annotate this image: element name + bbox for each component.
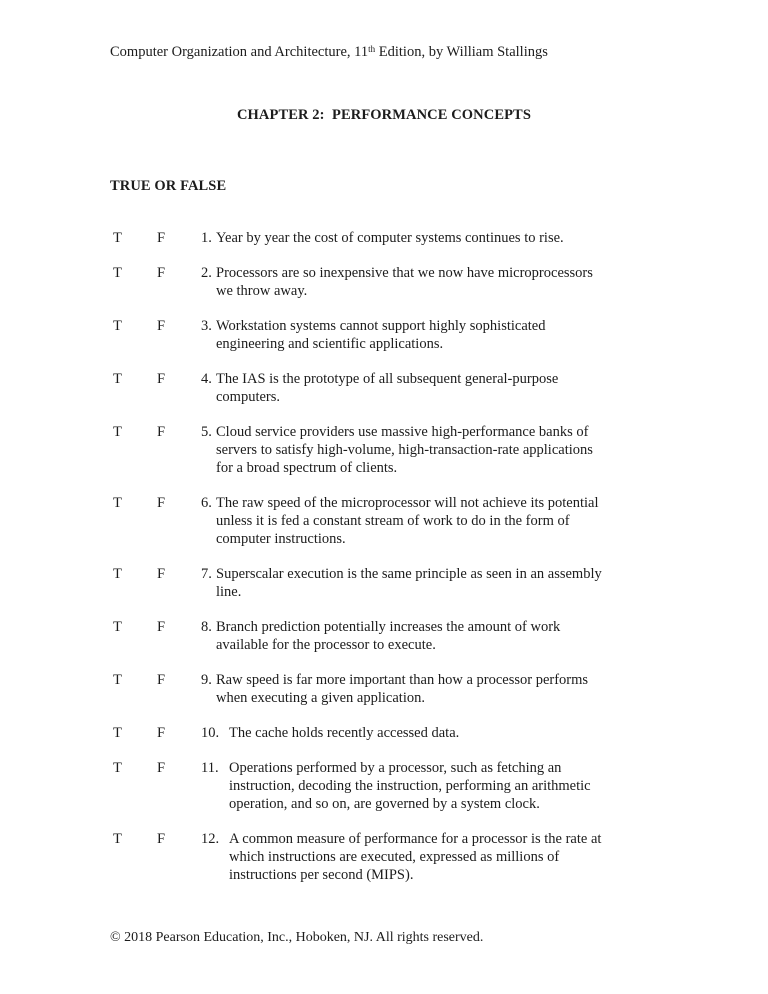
false-option-label: F xyxy=(157,371,166,387)
false-option-label: F xyxy=(157,566,166,582)
question-number: 3. xyxy=(201,318,212,334)
true-option-label: T xyxy=(113,725,122,741)
question-number: 4. xyxy=(201,371,212,387)
question-line: instructions per second (MIPS). xyxy=(229,867,414,883)
question-row xyxy=(113,229,748,247)
true-option-label: T xyxy=(113,424,122,440)
question-number: 8. xyxy=(201,619,212,635)
question-line: which instructions are executed, expressed as millions of xyxy=(229,849,560,865)
true-option-label: T xyxy=(113,672,122,688)
question-line: servers to satisfy high-volume, high-transaction-rate applications xyxy=(216,442,593,458)
question-number: 7. xyxy=(201,566,212,582)
question-line: Branch prediction potentially increases the amount of work xyxy=(216,619,561,635)
false-option-label: F xyxy=(157,495,166,511)
question-text xyxy=(229,759,591,813)
false-option-label: F xyxy=(157,672,166,688)
true-option-label: T xyxy=(113,566,122,582)
question-line: Year by year the cost of computer systems continues to rise. xyxy=(216,230,564,246)
question-row xyxy=(113,317,748,353)
question-row xyxy=(113,565,748,601)
question-text xyxy=(216,671,588,707)
copyright-footer: © 2018 Pearson Education, Inc., Hoboken, NJ. All rights reserved. xyxy=(110,930,484,945)
question-text xyxy=(229,724,459,742)
false-option-label: F xyxy=(157,619,166,635)
false-option-label: F xyxy=(157,265,166,281)
question-line: operation, and so on, are governed by a system clock. xyxy=(229,796,540,812)
question-text xyxy=(216,264,593,300)
question-line: Workstation systems cannot support highly sophisticated xyxy=(216,318,546,334)
question-number: 1. xyxy=(201,230,212,246)
section-heading-true-or-false: TRUE OR FALSE xyxy=(110,178,227,194)
question-line: Processors are so inexpensive that we now have microprocessors xyxy=(216,265,593,281)
question-text xyxy=(216,370,558,406)
question-line: unless it is fed a constant stream of work to do in the form of xyxy=(216,513,570,529)
true-option-label: T xyxy=(113,371,122,387)
false-option-label: F xyxy=(157,760,166,776)
true-option-label: T xyxy=(113,265,122,281)
question-number: 11. xyxy=(201,760,219,776)
question-row xyxy=(113,618,748,654)
question-row xyxy=(113,264,748,300)
question-row xyxy=(113,759,748,813)
false-option-label: F xyxy=(157,318,166,334)
chapter-title: CHAPTER 2: PERFORMANCE CONCEPTS xyxy=(236,107,531,123)
question-list xyxy=(113,229,748,901)
false-option-label: F xyxy=(157,230,166,246)
question-line: Cloud service providers use massive high-performance banks of xyxy=(216,424,589,440)
question-line: Raw speed is far more important than how a processor performs xyxy=(216,672,589,688)
question-line: we throw away. xyxy=(216,283,308,299)
edition-superscript: th xyxy=(368,44,376,54)
question-number: 9. xyxy=(201,672,212,688)
question-line: when executing a given application. xyxy=(216,690,425,706)
question-line: The cache holds recently accessed data. xyxy=(229,725,460,741)
question-number: 12. xyxy=(201,831,220,847)
question-line: line. xyxy=(216,584,242,600)
false-option-label: F xyxy=(157,424,166,440)
question-line: The raw speed of the microprocessor will not achieve its potential xyxy=(216,495,599,511)
book-title-header xyxy=(110,43,548,62)
question-text xyxy=(216,423,593,477)
question-row xyxy=(113,370,748,406)
question-row xyxy=(113,494,748,548)
question-line: Operations performed by a processor, such as fetching an xyxy=(229,760,562,776)
question-line: for a broad spectrum of clients. xyxy=(216,460,398,476)
question-row xyxy=(113,724,748,742)
question-number: 5. xyxy=(201,424,212,440)
true-option-label: T xyxy=(113,230,122,246)
question-text xyxy=(229,830,601,884)
false-option-label: F xyxy=(157,725,166,741)
question-number: 2. xyxy=(201,265,212,281)
false-option-label: F xyxy=(157,831,166,847)
question-line: computer instructions. xyxy=(216,531,346,547)
true-option-label: T xyxy=(113,495,122,511)
book-title-suffix: Edition, by William Stallings xyxy=(375,44,548,60)
question-row xyxy=(113,423,748,477)
question-text xyxy=(216,229,564,247)
true-option-label: T xyxy=(113,619,122,635)
true-option-label: T xyxy=(113,760,122,776)
question-number: 6. xyxy=(201,495,212,511)
question-line: The IAS is the prototype of all subsequent general-purpose xyxy=(216,371,559,387)
question-text xyxy=(216,618,560,654)
question-row xyxy=(113,830,748,884)
true-option-label: T xyxy=(113,831,122,847)
true-option-label: T xyxy=(113,318,122,334)
question-text xyxy=(216,317,545,353)
question-number: 10. xyxy=(201,725,220,741)
book-title-text: Computer Organization and Architecture, 11 xyxy=(110,44,369,60)
question-line: engineering and scientific applications. xyxy=(216,336,444,352)
question-text xyxy=(216,494,599,548)
question-row xyxy=(113,671,748,707)
question-text xyxy=(216,565,602,601)
question-line: computers. xyxy=(216,389,281,405)
question-line: Superscalar execution is the same principle as seen in an assembly xyxy=(216,566,602,582)
question-line: available for the processor to execute. xyxy=(216,637,436,653)
question-line: A common measure of performance for a processor is the rate at xyxy=(229,831,602,847)
question-line: instruction, decoding the instruction, performing an arithmetic xyxy=(229,778,591,794)
